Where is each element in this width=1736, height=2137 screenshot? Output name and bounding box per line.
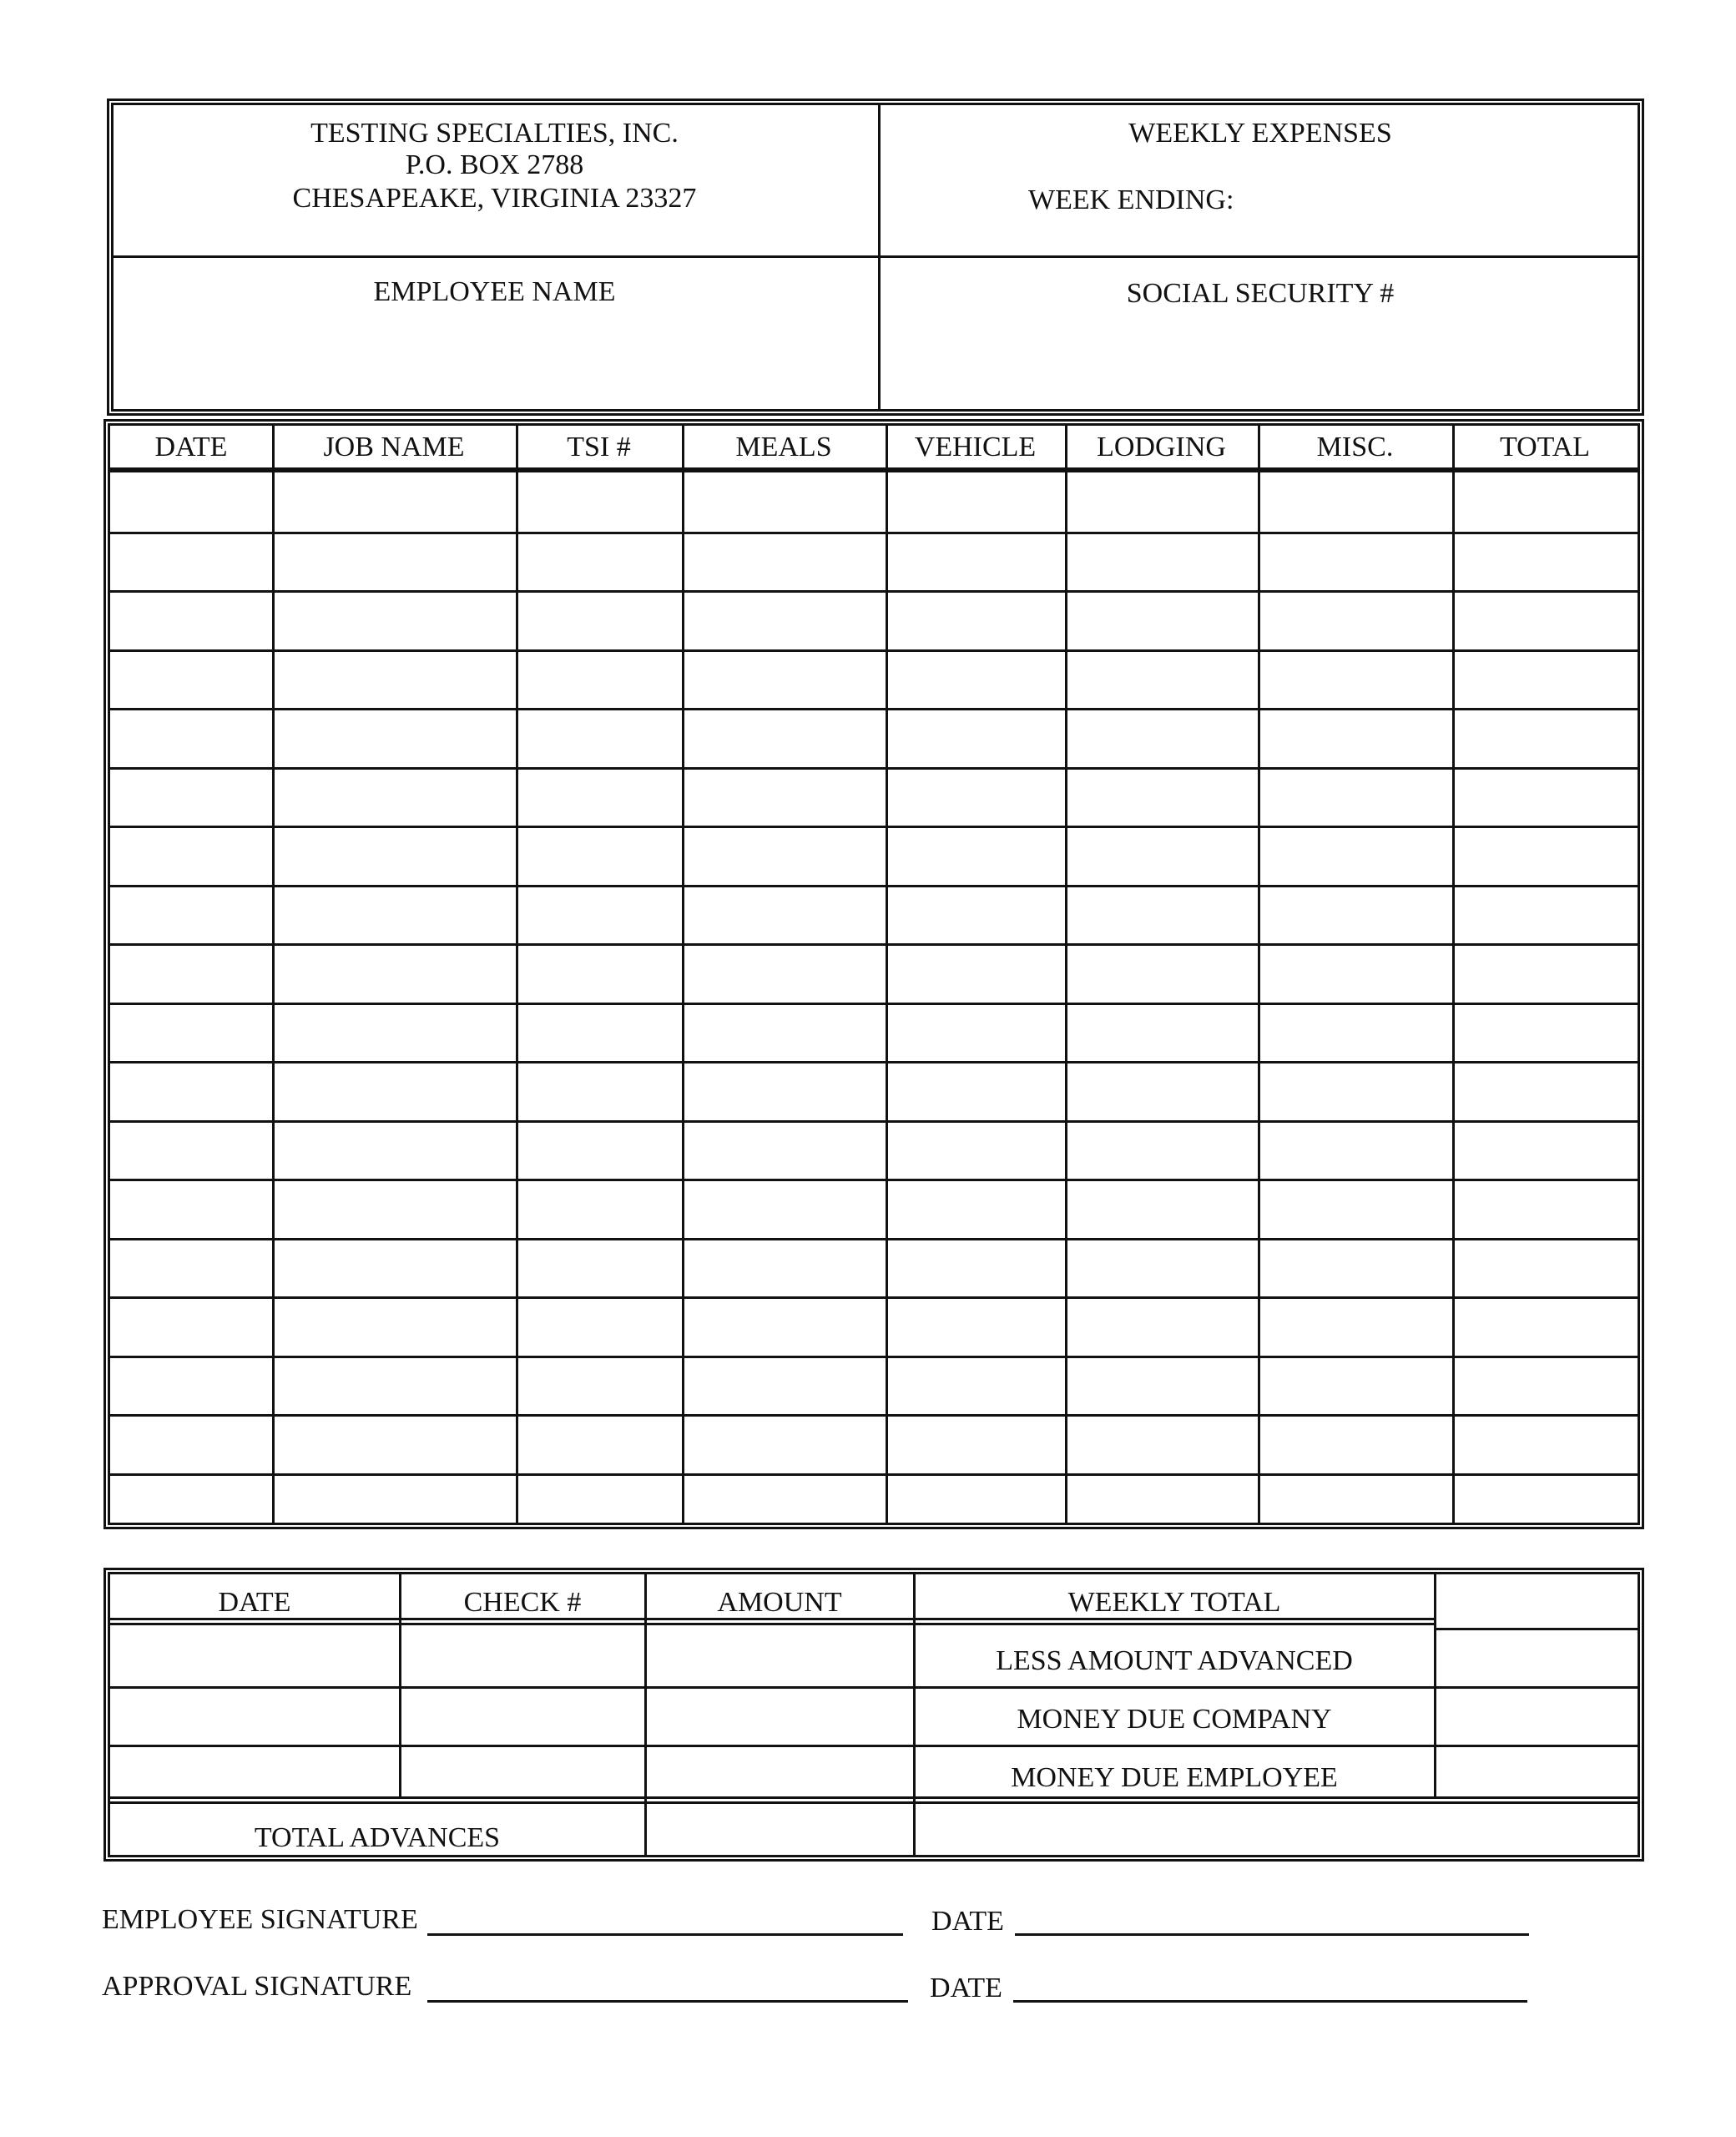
expense-cell-lodging[interactable]	[1068, 1241, 1254, 1294]
expense-cell-lodging[interactable]	[1068, 1182, 1254, 1235]
expense-cell-job-name[interactable]	[275, 947, 512, 999]
expense-cell-date[interactable]	[114, 888, 269, 941]
expense-row-divider	[110, 1238, 1638, 1240]
expense-row-divider	[110, 532, 1638, 534]
expense-cell-lodging[interactable]	[1068, 770, 1254, 823]
expense-cell-tsi[interactable]	[519, 1359, 679, 1412]
expense-cell-vehicle[interactable]	[889, 1006, 1062, 1058]
expense-row-divider	[110, 826, 1638, 828]
expense-cell-meals[interactable]	[685, 1124, 882, 1176]
expense-cell-job-name[interactable]	[275, 1241, 512, 1294]
expense-row-divider	[110, 1003, 1638, 1005]
expense-cell-meals[interactable]	[685, 653, 882, 705]
expense-cell-tsi[interactable]	[519, 1417, 679, 1470]
due-company-value[interactable]	[1439, 1691, 1636, 1741]
expense-cell-total[interactable]	[1456, 829, 1634, 882]
expense-cell-date[interactable]	[114, 1124, 269, 1176]
advance-amount-cell[interactable]	[648, 1628, 911, 1680]
expense-cell-lodging[interactable]	[1068, 1417, 1254, 1470]
expense-cell-tsi[interactable]	[519, 653, 679, 705]
expense-cell-tsi[interactable]	[519, 1124, 679, 1176]
expense-cell-total[interactable]	[1456, 594, 1634, 646]
expense-cell-lodging[interactable]	[1068, 653, 1254, 705]
expense-cell-total[interactable]	[1456, 1124, 1634, 1176]
company-name: TESTING SPECIALTIES, INC.	[310, 118, 679, 149]
expense-cell-meals[interactable]	[685, 1477, 882, 1529]
expense-cell-job-name[interactable]	[275, 829, 512, 882]
approval-signature-label: APPROVAL SIGNATURE	[102, 1971, 412, 2002]
expense-cell-total[interactable]	[1456, 888, 1634, 941]
expense-cell-vehicle[interactable]	[889, 1300, 1062, 1352]
expense-cell-misc[interactable]	[1261, 888, 1449, 941]
expense-row-divider	[110, 1296, 1638, 1299]
expense-cell-job-name[interactable]	[275, 770, 512, 823]
expense-cell-tsi[interactable]	[519, 770, 679, 823]
advance-col-amount: AMOUNT	[717, 1587, 842, 1618]
expense-cell-misc[interactable]	[1261, 1006, 1449, 1058]
advance-check-cell[interactable]	[402, 1628, 643, 1680]
expense-row-divider	[110, 590, 1638, 593]
money-due-company-label: MONEY DUE COMPANY	[1017, 1704, 1332, 1735]
expense-cell-tsi[interactable]	[519, 476, 679, 528]
expense-cell-meals[interactable]	[685, 1417, 882, 1470]
advance-row-line-1	[110, 1686, 1639, 1689]
employee-name-label: EMPLOYEE NAME	[373, 276, 616, 307]
advance-header-line-2	[110, 1623, 1436, 1625]
expense-row-divider	[110, 943, 1638, 946]
expense-cell-tsi[interactable]	[519, 888, 679, 941]
expense-row-divider	[110, 1473, 1638, 1476]
money-due-employee-label: MONEY DUE EMPLOYEE	[1011, 1762, 1338, 1793]
approval-signature-line[interactable]	[427, 2000, 908, 2003]
expense-cell-date[interactable]	[114, 1241, 269, 1294]
expense-cell-lodging[interactable]	[1068, 1006, 1254, 1058]
expense-cell-date[interactable]	[114, 1477, 269, 1529]
expense-col-meals: MEALS	[735, 432, 832, 462]
advance-col-check: CHECK #	[463, 1587, 582, 1618]
expense-cell-misc[interactable]	[1261, 1359, 1449, 1412]
expense-cell-tsi[interactable]	[519, 829, 679, 882]
expense-cell-lodging[interactable]	[1068, 535, 1254, 588]
expense-row-divider	[110, 1061, 1638, 1063]
expense-cell-tsi[interactable]	[519, 1241, 679, 1294]
expense-cell-misc[interactable]	[1261, 829, 1449, 882]
expense-col-lodging: LODGING	[1097, 432, 1226, 462]
expense-cell-total[interactable]	[1456, 1300, 1634, 1352]
expense-cell-job-name[interactable]	[275, 1359, 512, 1412]
expense-cell-meals[interactable]	[685, 888, 882, 941]
expense-cell-total[interactable]	[1456, 1241, 1634, 1294]
expense-cell-total[interactable]	[1456, 653, 1634, 705]
expense-cell-job-name[interactable]	[275, 888, 512, 941]
expense-cell-vehicle[interactable]	[889, 653, 1062, 705]
expense-cell-date[interactable]	[114, 711, 269, 764]
expense-cell-job-name[interactable]	[275, 1124, 512, 1176]
expense-cell-date[interactable]	[114, 1359, 269, 1412]
expense-cell-misc[interactable]	[1261, 1241, 1449, 1294]
expense-cell-misc[interactable]	[1261, 1182, 1449, 1235]
expense-cell-lodging[interactable]	[1068, 594, 1254, 646]
expense-cell-meals[interactable]	[685, 535, 882, 588]
summary-divider-v4	[1434, 1573, 1436, 1798]
expense-cell-lodging[interactable]	[1068, 1064, 1254, 1117]
expense-cell-job-name[interactable]	[275, 1182, 512, 1235]
form-title: WEEKLY EXPENSES	[1128, 118, 1392, 149]
expense-cell-total[interactable]	[1456, 947, 1634, 999]
expense-cell-vehicle[interactable]	[889, 947, 1062, 999]
expense-cell-job-name[interactable]	[275, 711, 512, 764]
expense-row-divider	[110, 767, 1638, 770]
expense-row-divider	[110, 708, 1638, 710]
weekly-total-value[interactable]	[1439, 1574, 1636, 1624]
expense-cell-total[interactable]	[1456, 1417, 1634, 1470]
expense-cell-tsi[interactable]	[519, 1300, 679, 1352]
advance-row-line-2	[110, 1745, 1639, 1747]
expense-cell-lodging[interactable]	[1068, 888, 1254, 941]
expense-cell-total[interactable]	[1456, 1477, 1634, 1529]
expense-cell-total[interactable]	[1456, 1064, 1634, 1117]
total-advances-line-2	[110, 1801, 1639, 1804]
expense-cell-date[interactable]	[114, 947, 269, 999]
expense-col-job-name: JOB NAME	[323, 432, 465, 462]
expense-cell-job-name[interactable]	[275, 653, 512, 705]
expense-cell-misc[interactable]	[1261, 1300, 1449, 1352]
less-advanced-value[interactable]	[1439, 1633, 1636, 1683]
expense-cell-misc[interactable]	[1261, 770, 1449, 823]
expense-cell-vehicle[interactable]	[889, 1417, 1062, 1470]
expense-cell-date[interactable]	[114, 653, 269, 705]
ssn-field[interactable]	[893, 317, 1628, 401]
expense-row-divider	[110, 1356, 1638, 1358]
expense-cell-tsi[interactable]	[519, 1182, 679, 1235]
expense-cell-misc[interactable]	[1261, 653, 1449, 705]
expense-cell-misc[interactable]	[1261, 1477, 1449, 1529]
expense-cell-tsi[interactable]	[519, 1006, 679, 1058]
expense-cell-meals[interactable]	[685, 594, 882, 646]
expense-cell-meals[interactable]	[685, 829, 882, 882]
expense-cell-misc[interactable]	[1261, 476, 1449, 528]
expense-cell-meals[interactable]	[685, 1182, 882, 1235]
expense-cell-job-name[interactable]	[275, 1064, 512, 1117]
expense-cell-vehicle[interactable]	[889, 1064, 1062, 1117]
week-ending-field[interactable]	[1244, 177, 1628, 227]
expense-row-divider	[110, 1414, 1638, 1417]
expense-cell-tsi[interactable]	[519, 1064, 679, 1117]
expense-cell-job-name[interactable]	[275, 1417, 512, 1470]
approval-date-label: DATE	[930, 1973, 1002, 2003]
company-address-line1: P.O. BOX 2788	[405, 149, 584, 180]
header-horizontal-divider	[112, 255, 1639, 258]
expense-cell-date[interactable]	[114, 1417, 269, 1470]
expense-row-divider	[110, 885, 1638, 887]
expense-cell-tsi[interactable]	[519, 1477, 679, 1529]
total-advances-value[interactable]	[649, 1806, 910, 1855]
employee-signature-line[interactable]	[427, 1933, 903, 1936]
expense-header-bottom-line	[108, 467, 1639, 472]
expense-cell-lodging[interactable]	[1068, 1359, 1254, 1412]
advance-check-cell[interactable]	[402, 1748, 643, 1800]
advance-col-date: DATE	[218, 1587, 291, 1618]
ssn-label: SOCIAL SECURITY #	[1126, 278, 1395, 309]
expense-cell-total[interactable]	[1456, 770, 1634, 823]
expense-cell-date[interactable]	[114, 1064, 269, 1117]
approval-date-line[interactable]	[1013, 2000, 1527, 2003]
expense-col-misc: MISC.	[1316, 432, 1394, 462]
employee-signature-label: EMPLOYEE SIGNATURE	[102, 1904, 418, 1935]
expense-cell-meals[interactable]	[685, 947, 882, 999]
expense-cell-misc[interactable]	[1261, 535, 1449, 588]
expense-cell-meals[interactable]	[685, 1241, 882, 1294]
expense-cell-lodging[interactable]	[1068, 711, 1254, 764]
expense-cell-tsi[interactable]	[519, 711, 679, 764]
expense-cell-misc[interactable]	[1261, 711, 1449, 764]
expense-cell-total[interactable]	[1456, 1359, 1634, 1412]
expense-cell-date[interactable]	[114, 1182, 269, 1235]
expense-cell-job-name[interactable]	[275, 1006, 512, 1058]
expense-col-vehicle: VEHICLE	[914, 432, 1037, 462]
expense-cell-lodging[interactable]	[1068, 1300, 1254, 1352]
employee-name-field[interactable]	[125, 317, 868, 401]
expense-cell-date[interactable]	[114, 829, 269, 882]
total-advances-label: TOTAL ADVANCES	[254, 1822, 501, 1853]
expense-col-tsi: TSI #	[567, 432, 631, 462]
expense-cell-tsi[interactable]	[519, 947, 679, 999]
expense-cell-total[interactable]	[1456, 1182, 1634, 1235]
expense-cell-vehicle[interactable]	[889, 1241, 1062, 1294]
advance-check-cell[interactable]	[402, 1690, 643, 1741]
expense-row-divider	[110, 1179, 1638, 1181]
expense-col-date: DATE	[154, 432, 228, 462]
expense-cell-tsi[interactable]	[519, 535, 679, 588]
expense-col-total: TOTAL	[1499, 432, 1591, 462]
expense-cell-vehicle[interactable]	[889, 711, 1062, 764]
expense-cell-job-name[interactable]	[275, 476, 512, 528]
expense-cell-total[interactable]	[1456, 1006, 1634, 1058]
less-amount-advanced-label: LESS AMOUNT ADVANCED	[996, 1645, 1353, 1676]
expense-row-divider	[110, 1120, 1638, 1123]
expense-cell-meals[interactable]	[685, 476, 882, 528]
advance-date-cell[interactable]	[112, 1690, 397, 1741]
expense-cell-date[interactable]	[114, 476, 269, 528]
advance-date-cell[interactable]	[112, 1748, 397, 1800]
advance-amount-cell[interactable]	[648, 1748, 911, 1800]
expense-cell-job-name[interactable]	[275, 594, 512, 646]
expense-cell-total[interactable]	[1456, 476, 1634, 528]
expense-cell-misc[interactable]	[1261, 594, 1449, 646]
expense-cell-misc[interactable]	[1261, 947, 1449, 999]
expense-cell-vehicle[interactable]	[889, 1477, 1062, 1529]
expense-cell-vehicle[interactable]	[889, 888, 1062, 941]
employee-date-label: DATE	[931, 1906, 1004, 1937]
expense-cell-date[interactable]	[114, 1300, 269, 1352]
expense-cell-date[interactable]	[114, 770, 269, 823]
expense-cell-misc[interactable]	[1261, 1417, 1449, 1470]
expense-cell-vehicle[interactable]	[889, 1124, 1062, 1176]
due-employee-value[interactable]	[1439, 1750, 1636, 1800]
expense-cell-meals[interactable]	[685, 1359, 882, 1412]
expense-cell-lodging[interactable]	[1068, 476, 1254, 528]
expense-cell-vehicle[interactable]	[889, 770, 1062, 823]
expense-cell-meals[interactable]	[685, 711, 882, 764]
expense-cell-lodging[interactable]	[1068, 947, 1254, 999]
expense-cell-date[interactable]	[114, 535, 269, 588]
company-address-line2: CHESAPEAKE, VIRGINIA 23327	[292, 183, 697, 214]
expense-cell-meals[interactable]	[685, 1064, 882, 1117]
expense-cell-misc[interactable]	[1261, 1124, 1449, 1176]
expense-row-divider	[110, 649, 1638, 652]
expense-cell-date[interactable]	[114, 1006, 269, 1058]
week-ending-label: WEEK ENDING:	[1028, 184, 1234, 215]
expense-cell-vehicle[interactable]	[889, 1359, 1062, 1412]
expense-cell-vehicle[interactable]	[889, 535, 1062, 588]
expense-cell-meals[interactable]	[685, 770, 882, 823]
expense-cell-tsi[interactable]	[519, 594, 679, 646]
expense-cell-job-name[interactable]	[275, 1477, 512, 1529]
expense-cell-total[interactable]	[1456, 711, 1634, 764]
expense-cell-vehicle[interactable]	[889, 829, 1062, 882]
expense-cell-vehicle[interactable]	[889, 476, 1062, 528]
advance-date-cell[interactable]	[112, 1628, 397, 1680]
summary-total-line	[1436, 1628, 1639, 1630]
expense-cell-lodging[interactable]	[1068, 829, 1254, 882]
expense-cell-total[interactable]	[1456, 535, 1634, 588]
advance-amount-cell[interactable]	[648, 1690, 911, 1741]
expense-cell-vehicle[interactable]	[889, 1182, 1062, 1235]
expense-cell-meals[interactable]	[685, 1006, 882, 1058]
expense-cell-misc[interactable]	[1261, 1064, 1449, 1117]
expense-cell-meals[interactable]	[685, 1300, 882, 1352]
expense-cell-job-name[interactable]	[275, 535, 512, 588]
expense-cell-lodging[interactable]	[1068, 1124, 1254, 1176]
expense-cell-lodging[interactable]	[1068, 1477, 1254, 1529]
expense-cell-vehicle[interactable]	[889, 594, 1062, 646]
employee-date-line[interactable]	[1015, 1933, 1529, 1936]
weekly-total-label: WEEKLY TOTAL	[1067, 1587, 1281, 1618]
expense-cell-date[interactable]	[114, 594, 269, 646]
expense-cell-job-name[interactable]	[275, 1300, 512, 1352]
